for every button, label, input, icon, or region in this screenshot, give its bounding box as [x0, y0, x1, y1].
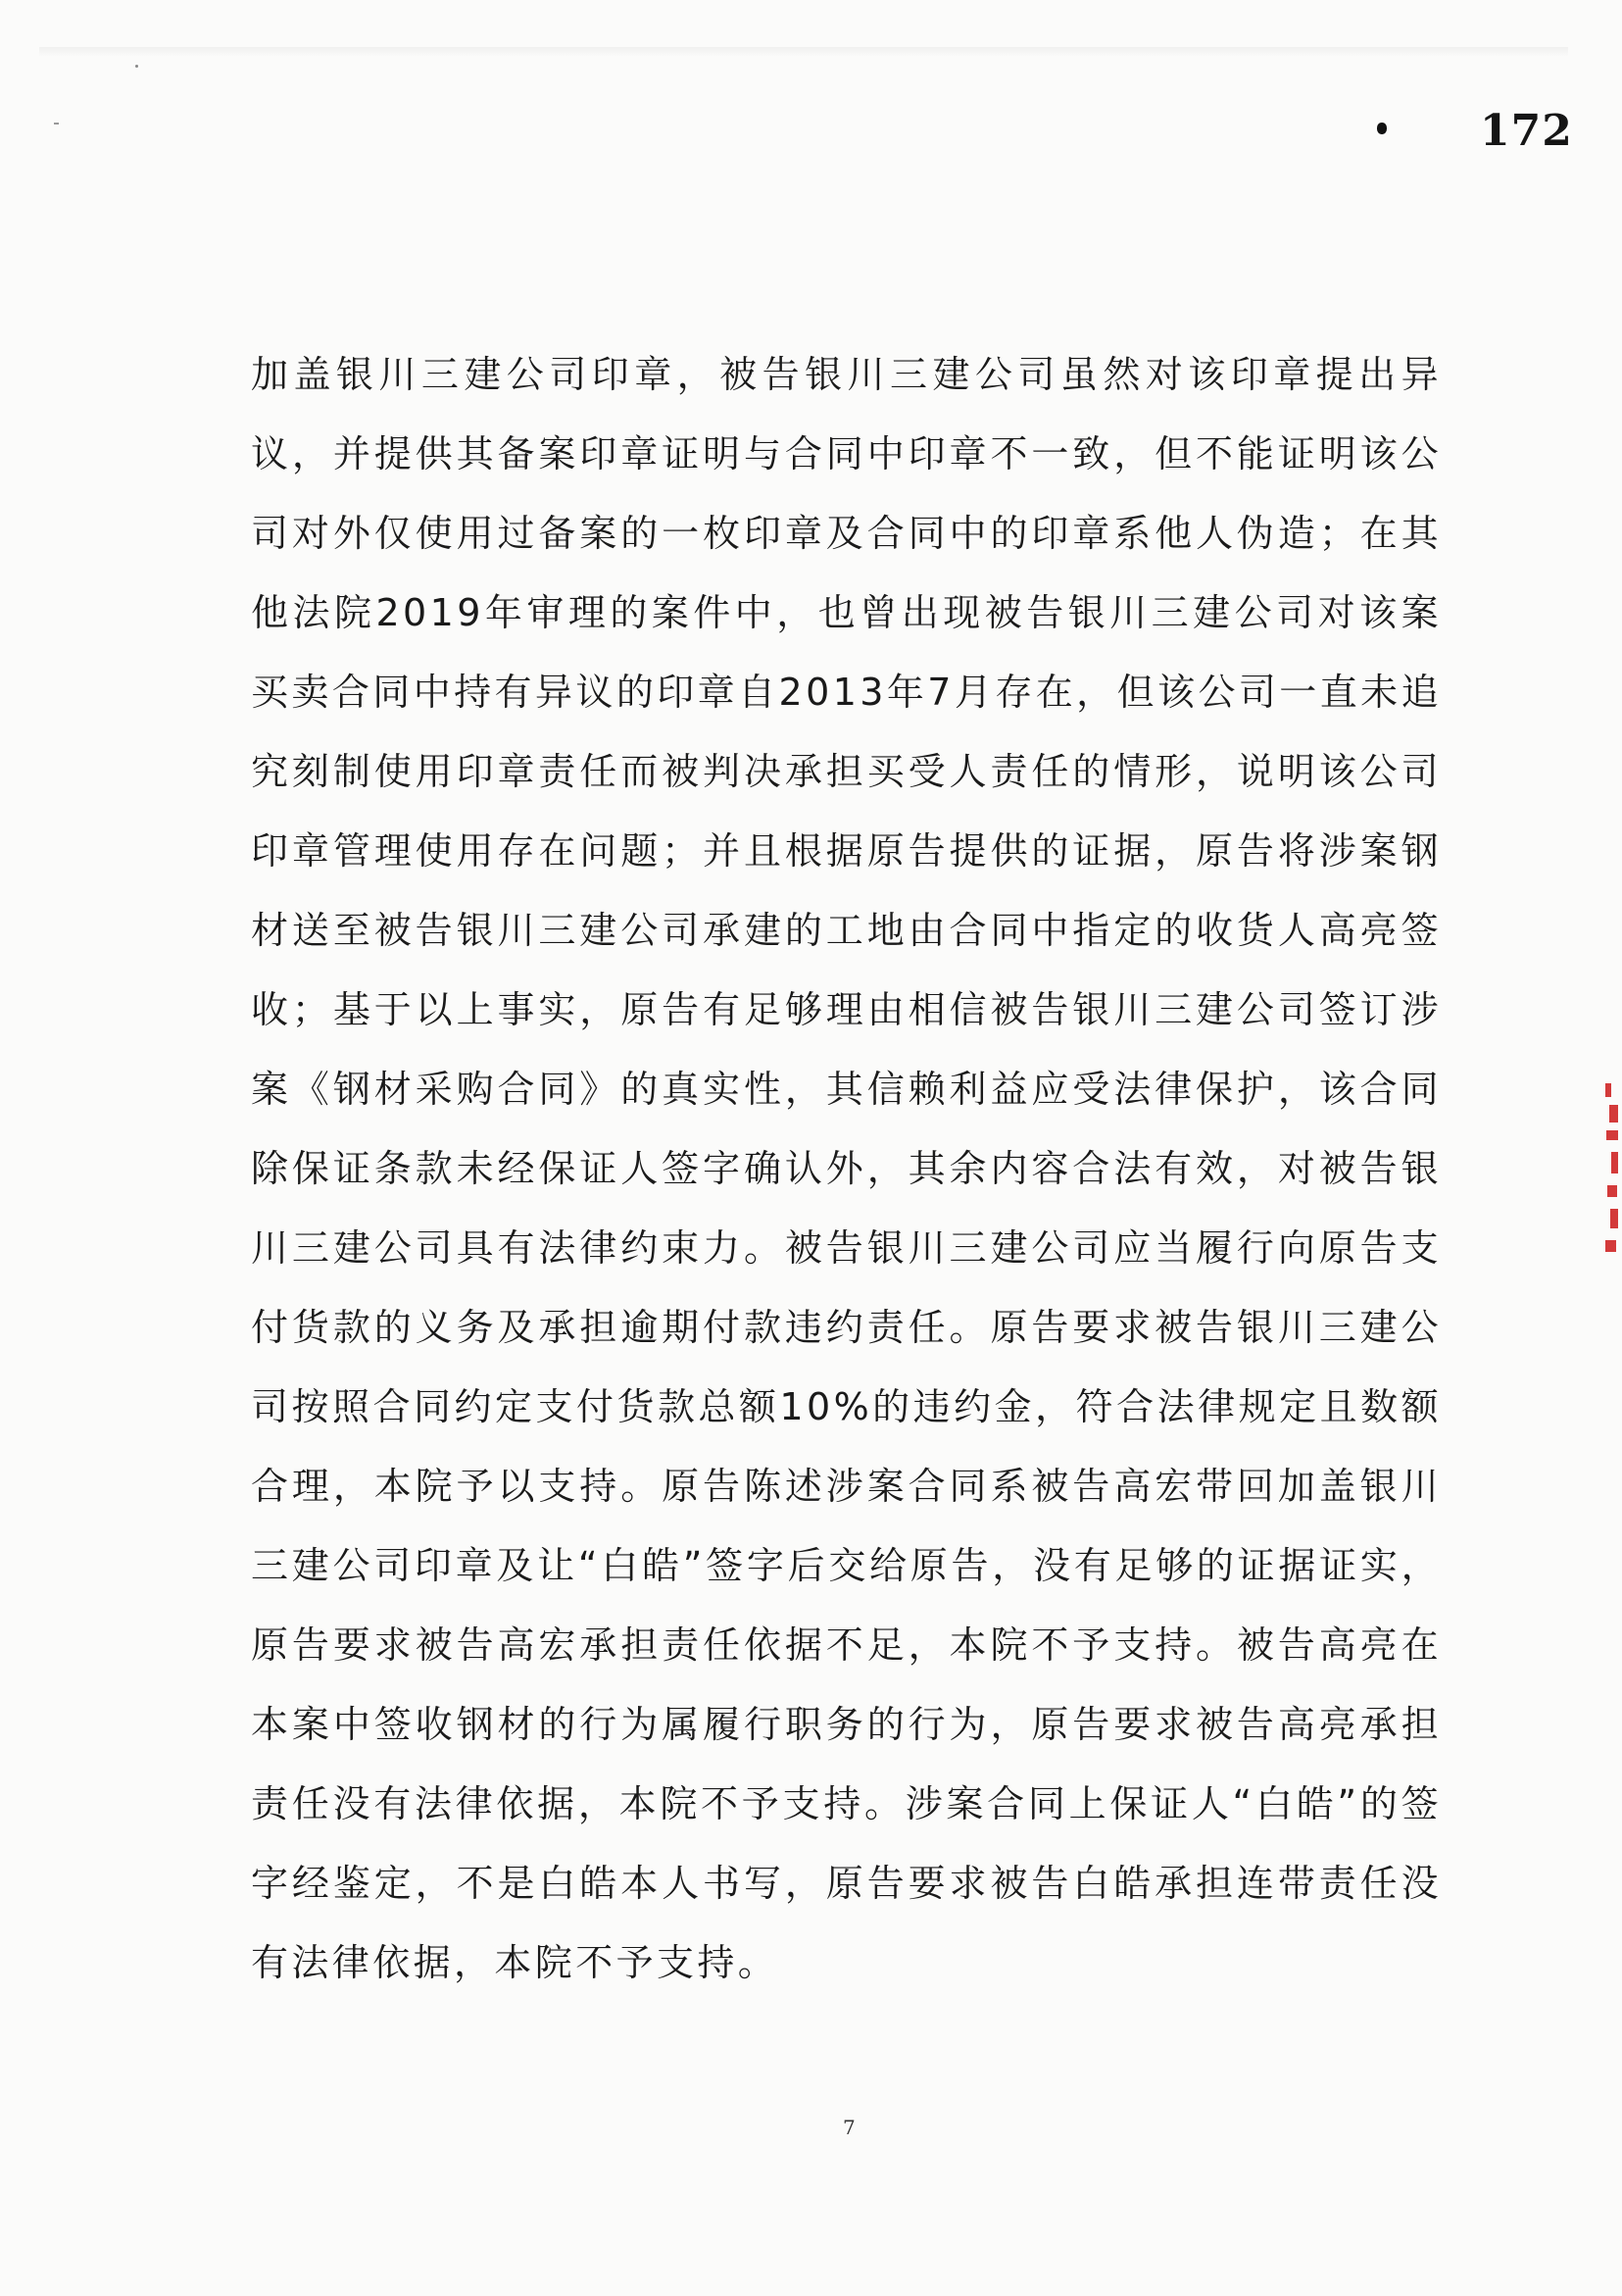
header-dot-mark [1377, 123, 1387, 134]
scan-edge-artifact [39, 47, 1568, 57]
scan-speck [54, 123, 59, 125]
footer-page-number: 7 [843, 2116, 856, 2139]
stamp-page-number: 172 [1480, 106, 1573, 156]
scan-speck [135, 65, 138, 68]
judgment-body-text: 加盖银川三建公司印章，被告银川三建公司虽然对该印章提出异议，并提供其备案印章证明与合同中印章不一致，但不能证明该公司对外仅使用过备案的一枚印章及合同中的印章系他人伪造；在其他法院2019年审理的案件中，也曾出现被告银川三建公司对该案买卖合同中持有异议的印章自2013年7月存在，但该公司一直未追究刻制使用印章责任而被判决承担买受人责任的情形，说明该公司印章管理使用存在问题；并且根据原告提供的证据，原告将涉案钢材送至被告银川三建公司承建的工地由合同中指定的收货人高亮签收；基于以上事实，原告有足够理由相信被告银川三建公司签订涉案《钢材采购合同》的真实性，其信赖利益应受法律保护，该合同除保证条款未经保证人签字确认外，其余内容合法有效，对被告银川三建公司具有法律约束力。被告银川三建公司应当履行向原告支付货款的义务及承担逾期付款违约责任。原告要求被告银川三建公司按照合同约定支付货款总额10%的违约金，符合法律规定且数额合理，本院予以支持。原告陈述涉案合同系被告高宏带回加盖银川三建公司印章及让“白皓”签字后交给原告，没有足够的证据证实，原告要求被告高宏承担责任依据不足，本院不予支持。被告高亮在本案中签收钢材的行为属履行职务的行为，原告要求被告高亮承担责任没有法律依据，本院不予支持。涉案合同上保证人“白皓”的签字经鉴定，不是白皓本人书写，原告要求被告白皓承担连带责任没有法律依据，本院不予支持。 [251, 353, 1442, 1984]
red-seal-fragment [1605, 1083, 1622, 1260]
